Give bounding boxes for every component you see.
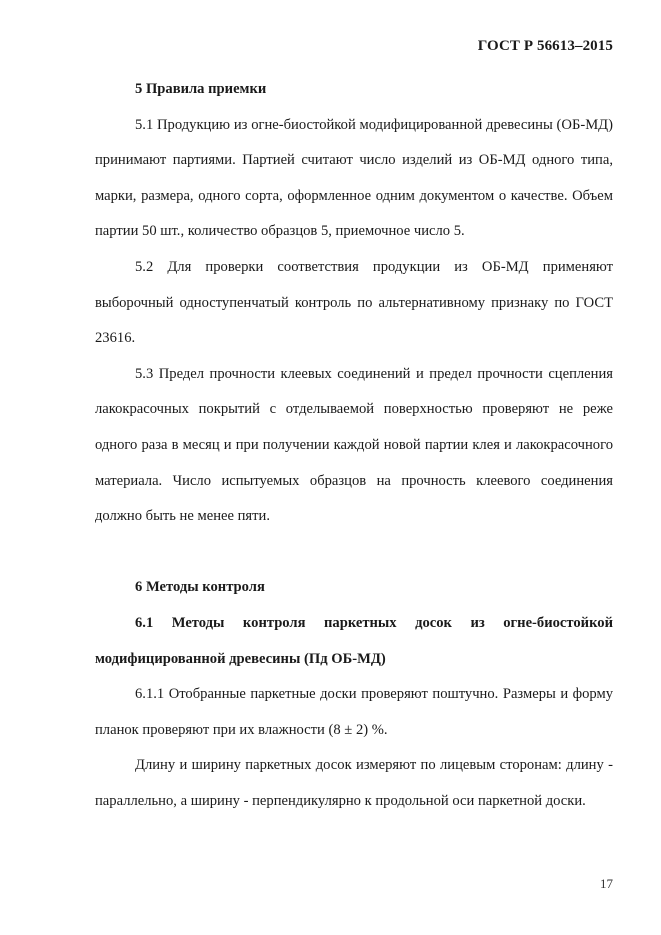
section-heading-5: 5 Правила приемки bbox=[135, 81, 267, 97]
subsection-heading-6-1: 6.1 Методы контроля паркетных досок из огне-биостойкой модифицированной древесины (Пд ОБ-МД) bbox=[95, 614, 613, 667]
document-header: ГОСТ Р 56613–2015 bbox=[477, 38, 613, 54]
paragraph-5-2: 5.2 Для проверки соответствия продукции из ОБ-МД применяют выборочный одноступенчатый контроль по альтернативному признаку по ГОСТ 23616. bbox=[95, 258, 613, 347]
paragraph-5-1: 5.1 Продукцию из огне-биостойкой модифицированной древесины (ОБ-МД) принимают партиями. Партией считают число изделий из ОБ-МД одного типа, марки, размера, одного сорта, оформленное одним документом о качестве. Объем партии 50 шт., количество образцов 5, приемочное число 5. bbox=[95, 116, 613, 240]
paragraph-5-3: 5.3 Предел прочности клеевых соединений и предел прочности сцепления лакокрасочных покрытий с отделываемой поверхностью проверяют не реже одного раза в месяц и при получении каждой новой партии клея и лакокрасочного материала. Число испытуемых образцов на прочность клеевого соединения должно быть не менее пяти. bbox=[95, 365, 613, 525]
paragraph-measurement: Длину и ширину паркетных досок измеряют по лицевым сторонам: длину - параллельно, а ширину - перпендикулярно к продольной оси паркетной доски. bbox=[95, 757, 613, 809]
paragraph-6-1-1: 6.1.1 Отобранные паркетные доски проверяют поштучно. Размеры и форму планок проверяют при их влажности (8 ± 2) %. bbox=[95, 686, 613, 738]
document-body bbox=[95, 72, 613, 819]
section-heading-6: 6 Методы контроля bbox=[135, 579, 265, 596]
section-gap bbox=[95, 535, 613, 571]
page-number: 17 bbox=[600, 876, 613, 891]
